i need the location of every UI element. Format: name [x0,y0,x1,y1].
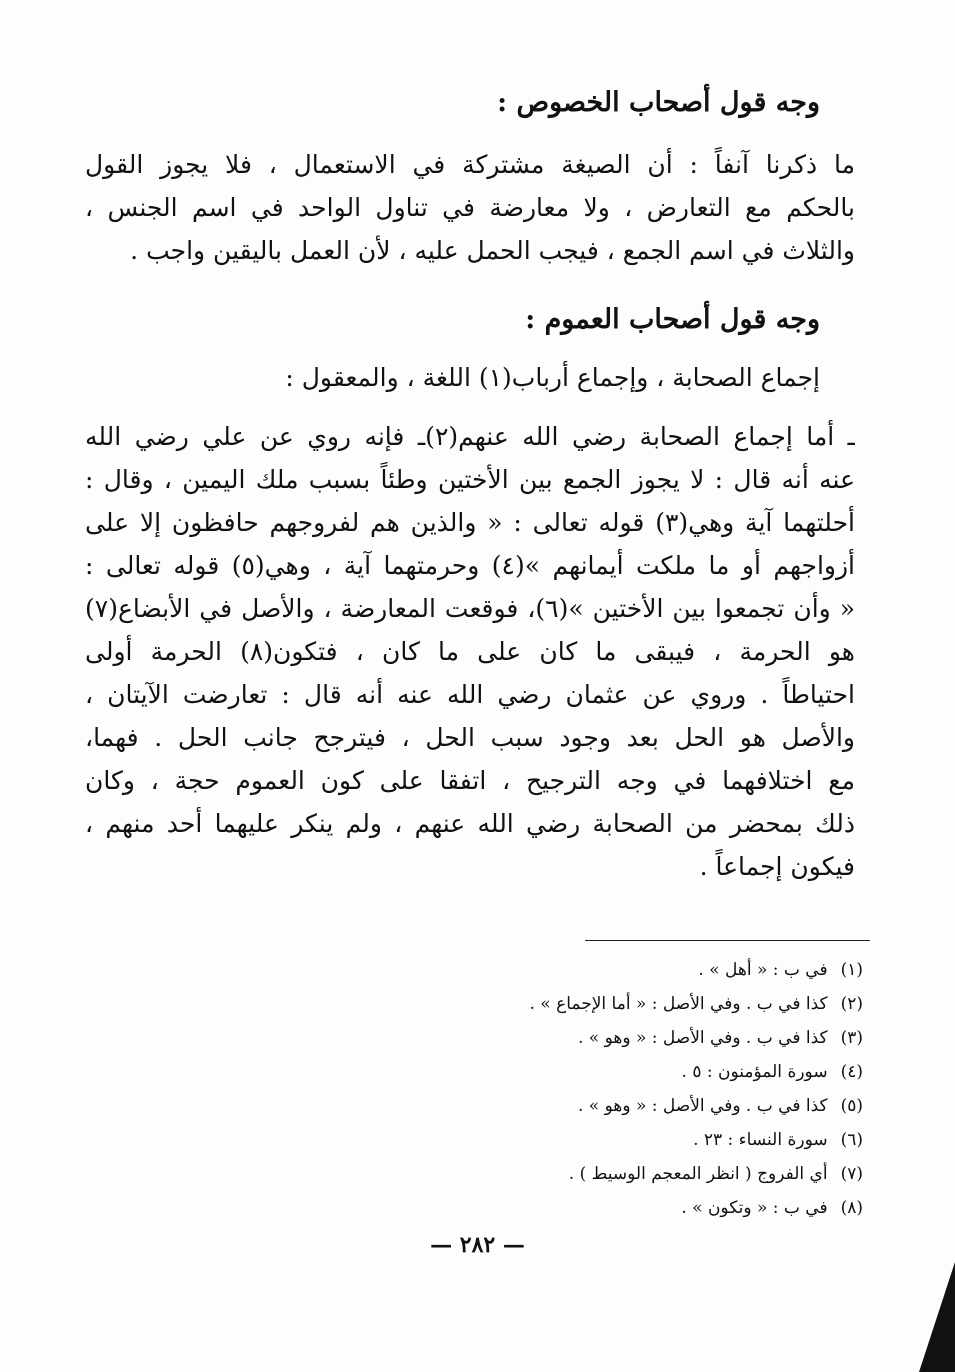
text-line: مع اختلافهما في وجه الترجيح ، اتفقا على كون العموم حجة ، وكان [85,766,855,795]
footnote-number: (٦) [840,1130,863,1150]
text-line: ما ذكرنا آنفاً : أن الصيغة مشتركة في الاستعمال ، فلا يجوز القول [85,150,855,179]
section-heading-generality: وجه قول أصحاب العموم : [525,304,820,335]
footnote [300,953,863,987]
footnote-text: كذا في ب . وفي الأصل : « وهو » . [577,1096,828,1116]
footnote [300,1157,863,1191]
footnote [300,1055,863,1089]
footnote-number: (١) [840,960,863,980]
consensus-intro-line: إجماع الصحابة ، وإجماع أرباب(١) اللغة ، والمعقول : [285,363,820,392]
footnote-text: في ب : « أهل » . [698,960,828,980]
text-line: والأصل هو الحل بعد وجود سبب الحل ، فيترجح جانب الحل . فهما، [85,723,855,752]
paragraph-specificity [85,143,855,272]
text-line: أزواجهم أو ما ملكت أيمانهم »(٤) وحرمتهما آية ، وهي(٥) قوله تعالى : [85,551,855,580]
footnote-text: كذا في ب . وفي الأصل : « أما الإجماع » . [529,994,828,1014]
text-line: هو الحرمة ، فيبقى ما كان على ما كان ، فتكون(٨) الحرمة أولى [85,637,855,666]
footnote-text: في ب : « وتكون » . [681,1198,828,1218]
text-line: والثلاث في اسم الجمع ، فيجب الحمل عليه ، لأن العمل باليقين واجب . [130,236,855,265]
footnote [300,987,863,1021]
page-number: — ٢٨٢ — [430,1232,525,1258]
text-line: ـ أما إجماع الصحابة رضي الله عنهم(٢)ـ فإنه روي عن علي رضي الله [85,422,855,451]
text-line: عنه أنه قال : لا يجوز الجمع بين الأختين وطئاً بسبب ملك اليمين ، وقال : [85,465,855,494]
footnote [300,1089,863,1123]
text-line: « وأن تجمعوا بين الأختين »(٦)، فوقعت المعارضة ، والأصل في الأبضاع(٧) [85,594,855,623]
section-heading-specificity: وجه قول أصحاب الخصوص : [497,87,820,118]
footnote [300,1191,863,1225]
scan-corner-shadow [919,1262,955,1372]
footnote-number: (٨) [840,1198,863,1218]
footnote-number: (٥) [840,1096,863,1116]
footnote-number: (٤) [840,1062,863,1082]
footnote-text: سورة المؤمنون : ٥ . [681,1062,828,1082]
footnotes [300,953,863,1225]
paragraph-companions-consensus [85,415,855,888]
text-line: بالحكم مع التعارض ، ولا معارضة في تناول الواحد في اسم الجنس ، [85,193,855,222]
text-line: أحلتهما آية وهي(٣) قوله تعالى : « والذين هم لفروجهم حافظون إلا على [85,508,855,537]
footnote-number: (٧) [840,1164,863,1184]
footnote [300,1123,863,1157]
footnote-text: كذا في ب . وفي الأصل : « وهو » . [577,1028,828,1048]
footnote-number: (٣) [840,1028,863,1048]
footnote [300,1021,863,1055]
footnote-text: أي الفروج ( انظر المعجم الوسيط ) . [568,1164,828,1184]
footnote-separator [585,940,870,941]
text-line: فيكون إجماعاً . [699,852,855,881]
text-line: ذلك بمحضر من الصحابة رضي الله عنهم ، ولم ينكر عليهما أحد منهم ، [85,809,855,838]
text-line: احتياطاً . وروي عن عثمان رضي الله عنه أنه قال : تعارضت الآيتان ، [85,680,855,709]
footnote-number: (٢) [840,994,863,1014]
footnote-text: سورة النساء : ٢٣ . [693,1130,828,1150]
